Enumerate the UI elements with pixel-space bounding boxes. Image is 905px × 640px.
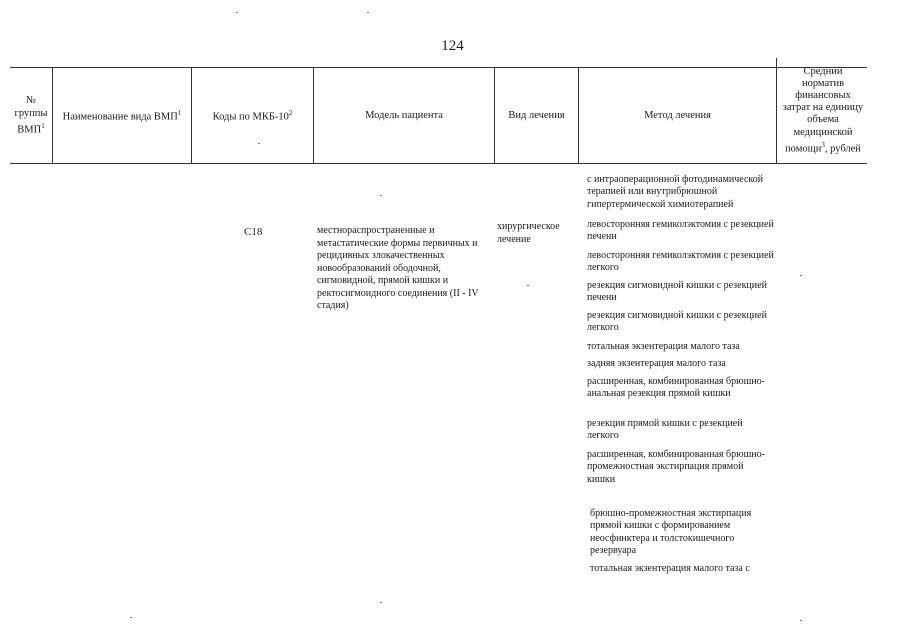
header-patient-model: Модель пациента	[365, 110, 443, 121]
scan-speck	[527, 285, 529, 286]
header-group-number	[10, 68, 52, 163]
scan-speck	[236, 12, 238, 13]
method-item: тотальная экзентерация малого таза	[587, 341, 740, 352]
method-item: резекция прямой кишки с резекцией легкого	[587, 418, 743, 442]
patient-model-cell: местнораспространенные и метастатические формы первичных и рецидивных злокачественных новообразований ободочной, сигмовидной, прямой кишки и ректосигмоидного соединения (II - IV стадия)	[317, 225, 479, 311]
header-bottom-rule	[10, 163, 867, 164]
header-icd-codes-wrap	[213, 107, 293, 124]
method-item: брюшно-промежностная экстирпация прямой кишки с формированием неосфинктера и толстокишечного резервуара	[590, 508, 752, 556]
method-item: расширенная, комбинированная брюшно-промежностная экстирпация прямой кишки	[587, 449, 765, 485]
scan-speck	[800, 275, 802, 276]
header-cost-line2: норматив	[801, 77, 845, 89]
header-cost-line6: медицинской	[793, 126, 853, 138]
treatment-type-cell: хирургическое лечение	[497, 221, 560, 245]
method-item: резекция сигмовидной кишки с резекцией печени	[587, 280, 767, 304]
header-cost-line7	[785, 139, 861, 156]
header-treatment-method: Метод лечения	[644, 110, 711, 121]
header-cost-sup: 3	[821, 140, 825, 149]
header-group-line1: №	[25, 95, 37, 107]
scan-speck	[380, 195, 382, 196]
header-cost-line3: финансовых	[795, 89, 851, 101]
header-vmp-name	[53, 68, 191, 163]
method-item: задняя экзентерация малого таза	[587, 358, 726, 369]
method-item: резекция сигмовидной кишки с резекцией легкого	[587, 310, 767, 334]
scan-speck	[367, 12, 369, 13]
header-cost-line1: Средний	[803, 65, 843, 77]
method-item: расширенная, комбинированная брюшно-анальная резекция прямой кишки	[587, 376, 765, 400]
scan-speck	[258, 143, 260, 144]
header-group-line2: группы	[14, 108, 48, 120]
header-vmp-name-sup: 1	[177, 109, 182, 118]
header-treatment-type: Вид лечения	[508, 110, 565, 121]
header-vmp-name-wrap	[63, 107, 182, 124]
method-item: с интраоперационной фотодинамической терапией или внутрибрюшной гипертермической химиотерапией	[587, 174, 764, 210]
header-cost-line7a: помощи	[785, 143, 822, 155]
icd-code-cell: C18	[244, 226, 263, 238]
method-item: левосторонняя гемиколэктомия с резекцией печени	[587, 219, 774, 243]
header-group-line3: ВМП	[17, 124, 42, 136]
header-icd-codes	[192, 68, 313, 163]
header-vmp-name-text: Наименование вида ВМП	[62, 111, 178, 123]
header-icd-codes-text: Коды по МКБ-10	[212, 111, 289, 123]
header-cost-line7b: , рублей	[824, 143, 861, 155]
method-item: тотальная экзентерация малого таза с	[590, 563, 750, 574]
scan-speck	[800, 620, 802, 621]
page-number: 124	[441, 38, 464, 54]
method-item: левосторонняя гемиколэктомия с резекцией легкого	[587, 250, 774, 274]
header-cost-line4: затрат на единицу	[782, 102, 864, 114]
scan-speck	[130, 617, 132, 618]
header-cost-standard	[777, 58, 869, 163]
header-group-sup: 1	[41, 122, 45, 131]
header-cost-line5: объема	[807, 114, 839, 126]
scan-speck	[380, 602, 382, 603]
header-icd-codes-sup: 2	[288, 109, 293, 118]
header-group-line3-wrap	[17, 120, 44, 137]
